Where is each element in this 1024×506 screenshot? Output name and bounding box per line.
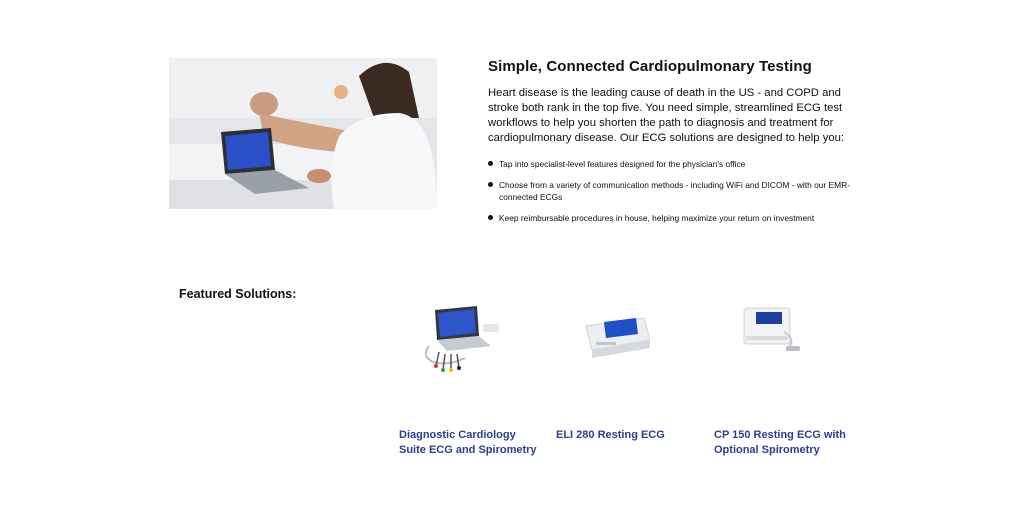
product-link[interactable]: Diagnostic Cardiology Suite ECG and Spirometry (399, 429, 537, 456)
bullet-icon (488, 182, 493, 187)
benefits-list (488, 158, 858, 224)
bullet-icon (488, 161, 493, 166)
featured-solutions-heading: Featured Solutions: (179, 287, 297, 301)
hero-image (169, 58, 437, 209)
list-item: Choose from a variety of communication methods - including WiFi and DICOM - with our EMR-connected ECGs (488, 179, 858, 203)
product-card-diagnostic-cardiology-suite[interactable] (399, 296, 539, 457)
product-link[interactable]: ELI 280 Resting ECG (556, 429, 665, 441)
ecg-cart-device-icon (556, 296, 676, 388)
clinic-ecg-photo (169, 58, 437, 209)
intro-section (488, 58, 858, 233)
tablet-ecg-device-icon (399, 296, 519, 388)
intro-paragraph: Heart disease is the leading cause of death in the US - and COPD and stroke both rank in the top five. You need simple, streamlined ECG test workflows to help you shorten the path to diagnosis and treatment for cardiopulmonary disease. Our ECG solutions are designed to help you: (488, 87, 845, 144)
list-item: Keep reimbursable procedures in house, helping maximize your return on investment (488, 212, 858, 224)
section-title: Simple, Connected Cardiopulmonary Testing (488, 58, 812, 75)
product-link[interactable]: CP 150 Resting ECG with Optional Spirometry (714, 429, 846, 456)
bullet-icon (488, 215, 493, 220)
ecg-printer-device-icon (714, 296, 834, 388)
list-item: Tap into specialist-level features designed for the physician's office (488, 158, 858, 170)
product-card-eli-280[interactable] (556, 296, 696, 443)
product-card-cp-150[interactable] (714, 296, 854, 457)
